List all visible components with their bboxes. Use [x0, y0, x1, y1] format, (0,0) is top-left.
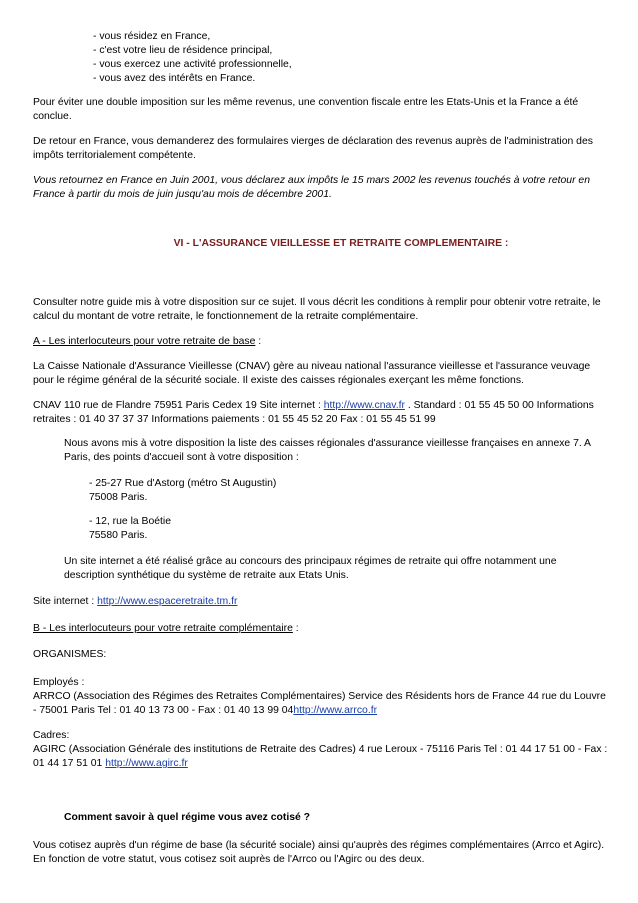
heading-b-colon: : — [292, 623, 299, 634]
list-item: - vous résidez en France, — [93, 31, 211, 42]
section-title: VI - L'ASSURANCE VIEILLESSE ET RETRAITE COMPLEMENTAIRE : — [173, 238, 509, 249]
paragraph-final: Vous cotisez auprès d'un régime de base (la sécurité sociale) ainsi qu'auprès des régimes complémentaires (Arrco et Agirc). En fonction de votre statut, vous cotisez soit auprès de l'Arrco ou l'Agirc ou des deux. — [33, 840, 605, 865]
arrco-text: ARRCO (Association des Régimes des Retraites Complémentaires) Service des Résidents hors de France 44 rue du Louvre - 75001 Paris Tel : 01 40 13 73 00 - Fax : 01 40 13 99 04 — [33, 691, 606, 716]
site-label: Site internet : — [33, 596, 98, 607]
paragraph-cnav: La Caisse Nationale d'Assurance Vieillesse (CNAV) gère au niveau national l'assurance vieillesse et l'assurance veuvage pour le régime général de la sécurité sociale. Il existe des caisses régionales exerçant les même fonctions. — [33, 361, 591, 386]
cadres-block — [33, 729, 609, 771]
arrco-link[interactable]: http://www.arrco.fr — [293, 705, 378, 716]
espaceretraite-link[interactable]: http://www.espaceretraite.tm.fr — [97, 596, 238, 607]
agirc-text: AGIRC (Association Générale des institutions de Retraite des Cadres) 4 rue Leroux - 75116 Paris Tel : 01 44 17 51 00 - Fax : 01 44 17 51 01 — [33, 744, 608, 769]
paragraph-site: Un site internet a été réalisé grâce au concours des principaux régimes de retraite qui offre notamment une description synthétique du système de retraite aux Etats Unis. — [64, 556, 557, 581]
organismes-label: ORGANISMES: — [33, 649, 107, 660]
address-line: - 25-27 Rue d'Astorg (métro St Augustin) — [89, 478, 277, 489]
list-item: - c'est votre lieu de résidence principal, — [93, 45, 273, 56]
paragraph-retour: De retour en France, vous demanderez des formulaires vierges de déclaration des revenus auprès de l'administration des impôts territorialement compétente. — [33, 136, 593, 161]
list-item: - vous exercez une activité professionnelle, — [93, 59, 292, 70]
agirc-link[interactable]: http://www.agirc.fr — [105, 758, 188, 769]
paragraph-guide: Consulter notre guide mis à votre disposition sur ce sujet. Il vous décrit les conditions à remplir pour obtenir votre retraite, le calcul du montant de votre retraite, le fonctionnement de la retraite complémentaire. — [33, 297, 601, 322]
employes-block — [33, 676, 609, 718]
heading-a-colon: : — [255, 336, 262, 347]
paragraph-convention: Pour éviter une double imposition sur les même revenus, une convention fiscale entre les Etats-Unis et la France a été conclue. — [33, 97, 579, 122]
residence-conditions-list — [93, 30, 609, 86]
list-item: - vous avez des intérêts en France. — [93, 73, 256, 84]
cadres-label: Cadres: — [33, 730, 70, 741]
heading-a-text: A - Les interlocuteurs pour votre retraite de base — [33, 336, 256, 347]
heading-a — [33, 335, 609, 349]
cnav-link[interactable]: http://www.cnav.fr — [323, 400, 405, 411]
paragraph-annexe: Nous avons mis à votre disposition la liste des caisses régionales d'assurance vieillesse françaises en annexe 7. A Paris, des points d'accueil sont à votre disposition : — [64, 438, 591, 463]
address-boetie — [89, 515, 609, 543]
document-page — [33, 30, 609, 867]
arrco-info — [33, 690, 609, 718]
heading-b-text: B - Les interlocuteurs pour votre retraite complémentaire — [33, 623, 293, 634]
address-line: 75580 Paris. — [89, 530, 148, 541]
site-line — [33, 595, 609, 609]
address-line: - 12, rue la Boétie — [89, 516, 172, 527]
paragraph-cnav-address — [33, 399, 609, 427]
heading-b — [33, 622, 609, 636]
agirc-info — [33, 743, 609, 771]
address-astorg — [89, 477, 609, 505]
question-heading: Comment savoir à quel régime vous avez cotisé ? — [64, 812, 310, 823]
cnav-address-after: . Standard : 01 55 45 50 00 Informations retraites : 01 40 37 37 37 Informations paiements : 01 55 45 52 20 Fax : 01 55 45 51 99 — [33, 400, 594, 425]
cnav-address-before: CNAV 110 rue de Flandre 75951 Paris Cedex 19 Site internet : — [33, 400, 324, 411]
address-line: 75008 Paris. — [89, 492, 148, 503]
paragraph-example: Vous retournez en France en Juin 2001, vous déclarez aux impôts le 15 mars 2002 les revenus touchés à votre retour en France à partir du mois de juin jusqu'au mois de décembre 2001. — [33, 175, 590, 200]
employes-label: Employés : — [33, 677, 85, 688]
